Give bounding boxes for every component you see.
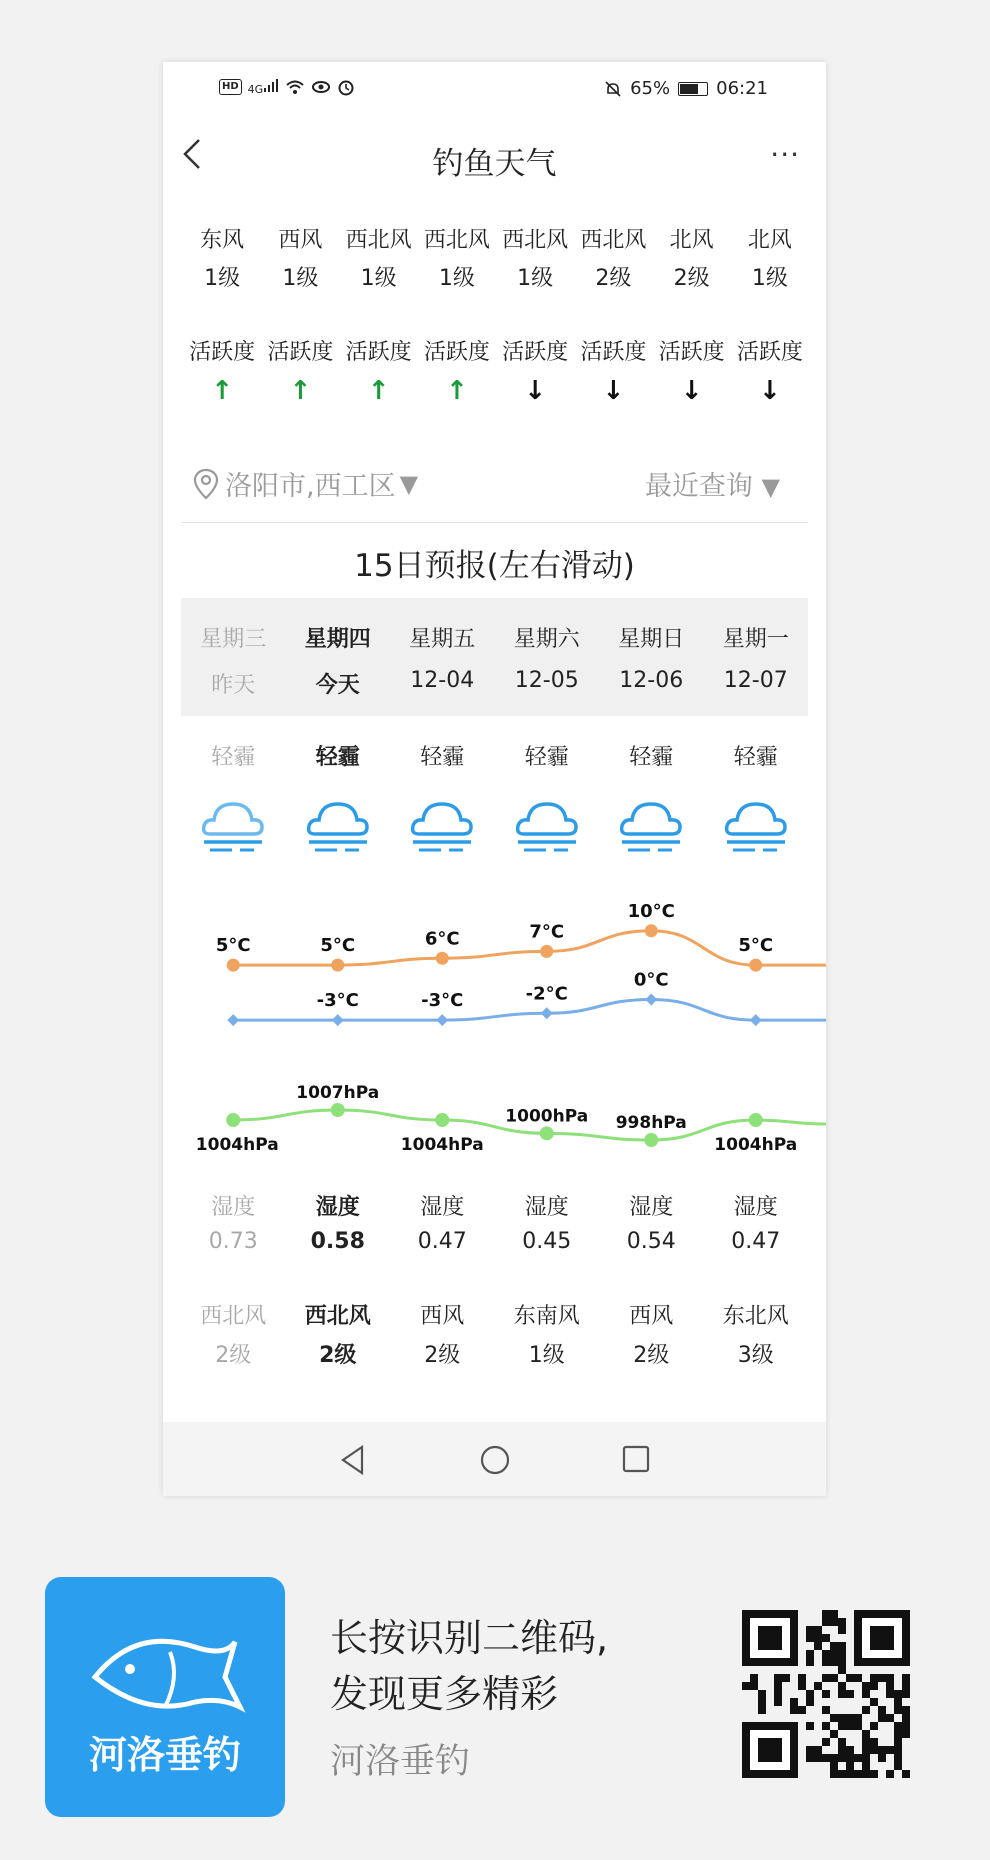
temp-low-point [227, 1014, 239, 1026]
activity-label: 活跃度 [345, 340, 412, 365]
activity-label: 活跃度 [502, 340, 569, 365]
humidity-label: 湿度 [629, 1195, 674, 1220]
pressure-point [749, 1113, 763, 1127]
haze-cloud-icon [303, 794, 373, 854]
status-left [219, 78, 355, 96]
weather-text: 轻霾 [211, 745, 256, 770]
battery-percent: 65% [630, 78, 671, 99]
humidity-value: 0.47 [417, 1229, 467, 1254]
temp-high-label: 5°C [738, 935, 774, 957]
pressure-point [644, 1133, 658, 1147]
daily-wind-dir: 西北风 [200, 1304, 267, 1329]
hourly-wind-dir: 西北风 [423, 228, 490, 253]
activity-cell [653, 334, 731, 410]
temp-high-point [645, 924, 658, 937]
haze-icon-cell [390, 794, 495, 858]
footer-line2: 发现更多精彩 [330, 1672, 559, 1716]
temperature-chart [163, 897, 826, 1047]
battery-icon [678, 82, 708, 96]
humidity-label-row [181, 1190, 808, 1221]
hourly-wind-cell [574, 222, 652, 298]
humidity-label: 湿度 [211, 1195, 256, 1220]
temp-high-label: 10°C [627, 900, 675, 922]
hourly-wind-dir: 西北风 [345, 228, 412, 253]
day-column-date: 今天 [315, 673, 360, 698]
pressure-label: 998hPa [615, 1113, 687, 1133]
status-right [604, 78, 768, 99]
haze-cloud-icon [407, 794, 477, 854]
daily-wind-level: 2级 [424, 1343, 461, 1368]
weather-text: 轻霾 [733, 745, 778, 770]
mute-icon [604, 80, 622, 98]
hourly-wind-cell [340, 222, 418, 298]
activity-label: 活跃度 [423, 340, 490, 365]
hourly-wind-cell [261, 222, 339, 298]
arrow-up-icon: ↑ [289, 376, 312, 406]
wifi-icon [285, 79, 305, 95]
temp-high-label: 6°C [424, 928, 460, 950]
hourly-wind-cell [496, 222, 574, 298]
pressure-label: 1004hPa [714, 1135, 798, 1155]
location-text: 洛阳市,西工区 [225, 471, 396, 502]
day-column-weekday[interactable]: 星期六 [513, 627, 580, 652]
signal-icon [248, 79, 280, 96]
activity-cell [261, 334, 339, 410]
hourly-wind-row [183, 222, 809, 298]
date-row [181, 668, 808, 699]
phone-screen [163, 62, 826, 1496]
hourly-wind-level: 2级 [595, 266, 632, 291]
pressure-point [331, 1103, 345, 1117]
activity-label: 活跃度 [267, 340, 334, 365]
recent-query-dropdown[interactable] [645, 464, 780, 503]
temp-low-label: -2°C [525, 983, 568, 1005]
activity-row [183, 334, 809, 410]
alarm-icon [337, 78, 355, 96]
daily-wind-level-row [181, 1338, 808, 1369]
hourly-wind-dir: 东风 [200, 228, 245, 253]
humidity-label: 湿度 [524, 1195, 569, 1220]
day-column-weekday[interactable]: 星期三 [200, 627, 267, 652]
arrow-up-icon: ↑ [211, 376, 234, 406]
temp-high-point [540, 945, 553, 958]
activity-cell [340, 334, 418, 410]
temp-low-label: -3°C [316, 990, 359, 1012]
daily-wind-level: 2级 [633, 1343, 670, 1368]
hourly-wind-dir: 西风 [278, 228, 323, 253]
hourly-wind-dir: 西北风 [502, 228, 569, 253]
hourly-wind-cell [418, 222, 496, 298]
arrow-down-icon: ↓ [524, 376, 547, 406]
temp-low-point [436, 1014, 448, 1026]
hourly-wind-dir: 西北风 [580, 228, 647, 253]
humidity-value: 0.58 [310, 1229, 365, 1254]
forecast-title: 15日预报(左右滑动) [354, 548, 635, 584]
humidity-value: 0.47 [731, 1229, 781, 1254]
day-column-weekday[interactable]: 星期一 [722, 627, 789, 652]
arrow-down-icon: ↓ [758, 376, 781, 406]
signal-bars [263, 79, 279, 93]
haze-icon-cell [181, 794, 286, 858]
location-dropdown-icon: ▼ [399, 469, 419, 498]
status-bar [163, 62, 826, 116]
pressure-point [540, 1126, 554, 1140]
activity-label: 活跃度 [736, 340, 803, 365]
pressure-point [435, 1113, 449, 1127]
weekday-row [181, 622, 808, 653]
daily-wind-dir: 西北风 [304, 1304, 371, 1329]
eye-icon [311, 79, 331, 95]
footer-cta [330, 1610, 608, 1722]
haze-icon-cell [599, 794, 704, 858]
brand-name: 河洛垂钓 [88, 1733, 241, 1777]
arrow-up-icon: ↑ [367, 376, 390, 406]
humidity-value: 0.54 [626, 1229, 676, 1254]
haze-cloud-icon [512, 794, 582, 854]
haze-icon-cell [286, 794, 391, 858]
hourly-wind-level: 2级 [673, 266, 710, 291]
arrow-down-icon: ↓ [680, 376, 703, 406]
humidity-label: 湿度 [733, 1195, 778, 1220]
weather-text: 轻霾 [315, 745, 360, 770]
temp-low-point [332, 1014, 344, 1026]
hourly-wind-cell [731, 222, 809, 298]
temp-low-point [750, 1014, 762, 1026]
pressure-label: 1004hPa [400, 1135, 484, 1155]
temp-high-point [227, 959, 240, 972]
activity-label: 活跃度 [658, 340, 725, 365]
humidity-label: 湿度 [420, 1195, 465, 1220]
day-column-weekday[interactable]: 星期四 [304, 627, 371, 652]
more-button[interactable] [770, 138, 800, 171]
humidity-value: 0.73 [208, 1229, 258, 1254]
haze-cloud-icon [616, 794, 686, 854]
temp-high-label: 5°C [215, 935, 251, 957]
day-column-date: 12-07 [723, 668, 788, 693]
day-column-date: 12-05 [514, 668, 579, 693]
activity-label: 活跃度 [189, 340, 256, 365]
day-column-weekday[interactable]: 星期五 [409, 627, 476, 652]
activity-cell [496, 334, 574, 410]
temp-high-point [436, 952, 449, 965]
haze-cloud-icon [721, 794, 791, 854]
recents-square-icon[interactable] [621, 1444, 651, 1474]
humidity-value-row [181, 1229, 808, 1254]
back-triangle-icon[interactable] [338, 1444, 368, 1476]
temp-low-label: 0°C [633, 969, 669, 991]
daily-wind-dir: 东南风 [513, 1304, 580, 1329]
pressure-label: 1007hPa [296, 1083, 380, 1103]
weather-text: 轻霾 [629, 745, 674, 770]
weather-icon-row [181, 794, 808, 858]
hd-icon: HD [219, 79, 242, 95]
arrow-up-icon: ↑ [445, 376, 468, 406]
weather-text-row [181, 740, 808, 771]
temp-low-point [541, 1007, 553, 1019]
hourly-wind-cell [653, 222, 731, 298]
haze-icon-cell [495, 794, 600, 858]
temp-high-point [331, 959, 344, 972]
daily-wind-dir-row [181, 1299, 808, 1330]
temp-high-label: 5°C [320, 935, 356, 957]
daily-wind-level: 1级 [528, 1343, 565, 1368]
humidity-value: 0.45 [522, 1229, 572, 1254]
page-title: 钓鱼天气 [432, 146, 557, 182]
location-pin-icon [191, 467, 221, 501]
recent-dropdown-icon: ▼ [761, 473, 780, 501]
day-column-date: 昨天 [211, 673, 256, 698]
system-nav-bar [163, 1422, 826, 1496]
hourly-wind-level: 1级 [282, 266, 319, 291]
hourly-wind-dir: 北风 [669, 228, 714, 253]
activity-label: 活跃度 [580, 340, 647, 365]
location-selector[interactable] [191, 464, 418, 503]
day-column-weekday[interactable]: 星期日 [618, 627, 685, 652]
hourly-wind-cell [183, 222, 261, 298]
haze-cloud-icon [198, 794, 268, 854]
activity-cell [183, 334, 261, 410]
haze-icon-cell [704, 794, 809, 858]
activity-cell [731, 334, 809, 410]
pressure-chart [163, 1072, 826, 1192]
hourly-wind-level: 1级 [360, 266, 397, 291]
daily-wind-level: 3级 [737, 1343, 774, 1368]
arrow-down-icon: ↓ [602, 376, 625, 406]
temp-high-point [749, 959, 762, 972]
day-column-date: 12-04 [410, 668, 475, 693]
temp-low-label: -3°C [421, 990, 464, 1012]
daily-wind-dir: 东北风 [722, 1304, 789, 1329]
home-circle-icon[interactable] [479, 1444, 511, 1476]
day-column-date: 12-06 [619, 668, 684, 693]
battery-fill [680, 84, 698, 94]
weather-text: 轻霾 [420, 745, 465, 770]
hourly-wind-level: 1级 [438, 266, 475, 291]
footer-line1: 长按识别二维码, [330, 1616, 609, 1660]
daily-wind-level: 2级 [319, 1343, 357, 1368]
hourly-wind-level: 1级 [751, 266, 788, 291]
temp-low-point [645, 994, 657, 1006]
qr-code[interactable] [742, 1610, 910, 1778]
more-icon: ··· [770, 138, 800, 171]
divider [181, 522, 808, 523]
hourly-wind-level: 1级 [204, 266, 241, 291]
fish-logo-icon [75, 1607, 255, 1737]
humidity-label: 湿度 [315, 1195, 360, 1220]
temp-high-label: 7°C [529, 921, 565, 943]
pressure-label: 1000hPa [505, 1106, 589, 1127]
status-time: 06:21 [716, 78, 768, 99]
footer-subtitle: 河洛垂钓 [330, 1742, 471, 1782]
daily-wind-level: 2级 [215, 1343, 252, 1368]
daily-wind-dir: 西风 [629, 1304, 674, 1329]
app-header [163, 132, 826, 188]
activity-cell [574, 334, 652, 410]
daily-wind-dir: 西风 [420, 1304, 465, 1329]
pressure-label: 1004hPa [195, 1135, 279, 1155]
brand-logo [45, 1577, 285, 1817]
pressure-point [226, 1113, 240, 1127]
hourly-wind-level: 1级 [517, 266, 554, 291]
weather-text: 轻霾 [524, 745, 569, 770]
recent-query-label: 最近查询 [644, 471, 753, 502]
network-type: 4G [247, 82, 264, 96]
hourly-wind-dir: 北风 [747, 228, 792, 253]
activity-cell [418, 334, 496, 410]
